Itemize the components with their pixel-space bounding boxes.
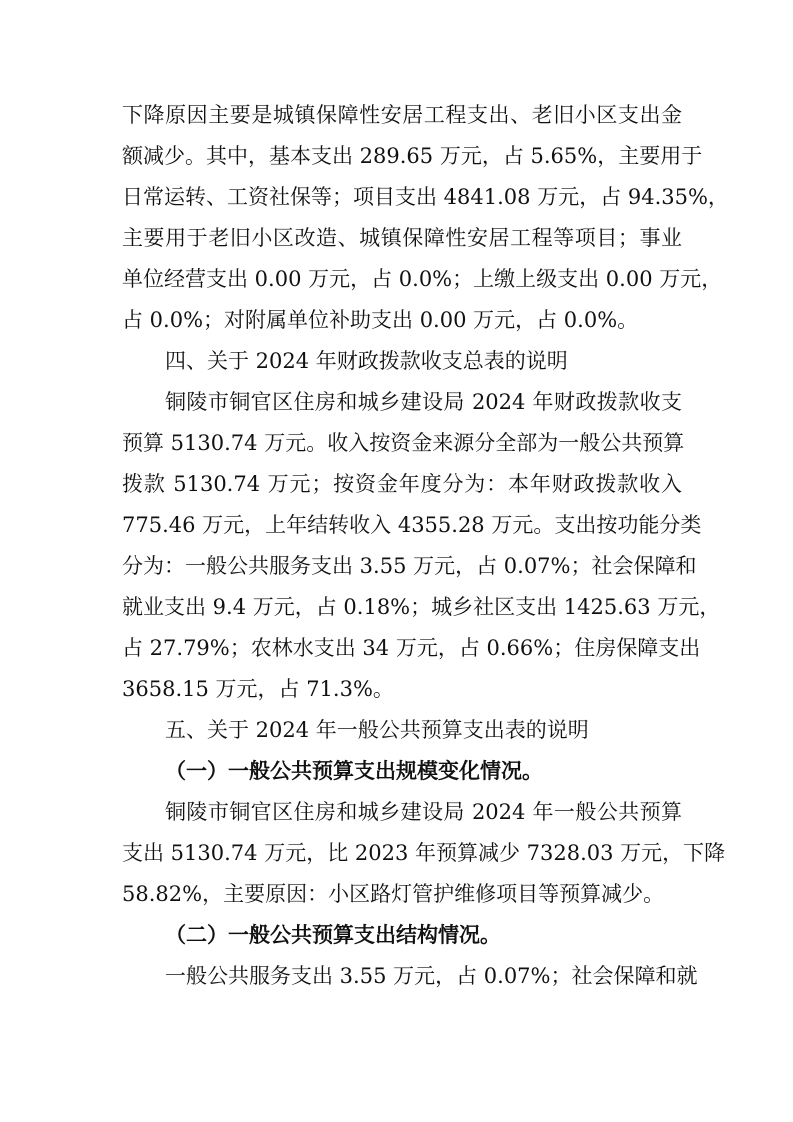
body-text-line: 铜陵市铜官区住房和城乡建设局 2024 年一般公共预算 [165, 800, 682, 824]
subsection-heading: （二）一般公共预算支出结构情况。 [165, 922, 501, 947]
body-text-line: 支出 5130.74 万元，比 2023 年预算减少 7328.03 万元，下降 [122, 841, 726, 865]
body-text-line: 额减少。其中，基本支出 289.65 万元，占 5.65%，主要用于 [122, 144, 703, 168]
body-text-line: 58.82%，主要原因：小区路灯管护维修项目等预算减少。 [122, 882, 665, 906]
body-text-line: 就业支出 9.4 万元，占 0.18%；城乡社区支出 1425.63 万元， [122, 595, 721, 619]
body-text-line: 拨款 5130.74 万元；按资金年度分为：本年财政拨款收入 [122, 472, 682, 496]
body-text-line: 占 27.79%；农林水支出 34 万元，占 0.66%；住房保障支出 [122, 636, 701, 660]
body-text-line: 铜陵市铜官区住房和城乡建设局 2024 年财政拨款收支 [165, 390, 682, 414]
body-text-line: 日常运转、工资社保等；项目支出 4841.08 万元，占 94.35%， [122, 185, 729, 209]
body-text-line: 分为：一般公共服务支出 3.55 万元，占 0.07%；社会保障和 [122, 554, 697, 578]
body-text-line: 主要用于老旧小区改造、城镇保障性安居工程等项目；事业 [122, 226, 682, 250]
body-text-line: 775.46 万元，上年结转收入 4355.28 万元。支出按功能分类 [122, 513, 702, 537]
body-text-line: 3658.15 万元，占 71.3%。 [122, 677, 394, 701]
body-text-line: 下降原因主要是城镇保障性安居工程支出、老旧小区支出金 [122, 103, 682, 127]
body-text-line: 一般公共服务支出 3.55 万元，占 0.07%；社会保障和就 [165, 964, 698, 988]
section-heading: 五、关于 2024 年一般公共预算支出表的说明 [165, 718, 589, 742]
section-heading: 四、关于 2024 年财政拨款收支总表的说明 [165, 349, 568, 373]
subsection-heading: （一）一般公共预算支出规模变化情况。 [165, 758, 543, 783]
body-text-line: 预算 5130.74 万元。收入按资金来源分全部为一般公共预算 [122, 431, 685, 455]
body-text-line: 单位经营支出 0.00 万元，占 0.0%；上缴上级支出 0.00 万元， [122, 267, 723, 291]
body-text-line: 占 0.0%；对附属单位补助支出 0.00 万元，占 0.0%。 [122, 308, 639, 332]
